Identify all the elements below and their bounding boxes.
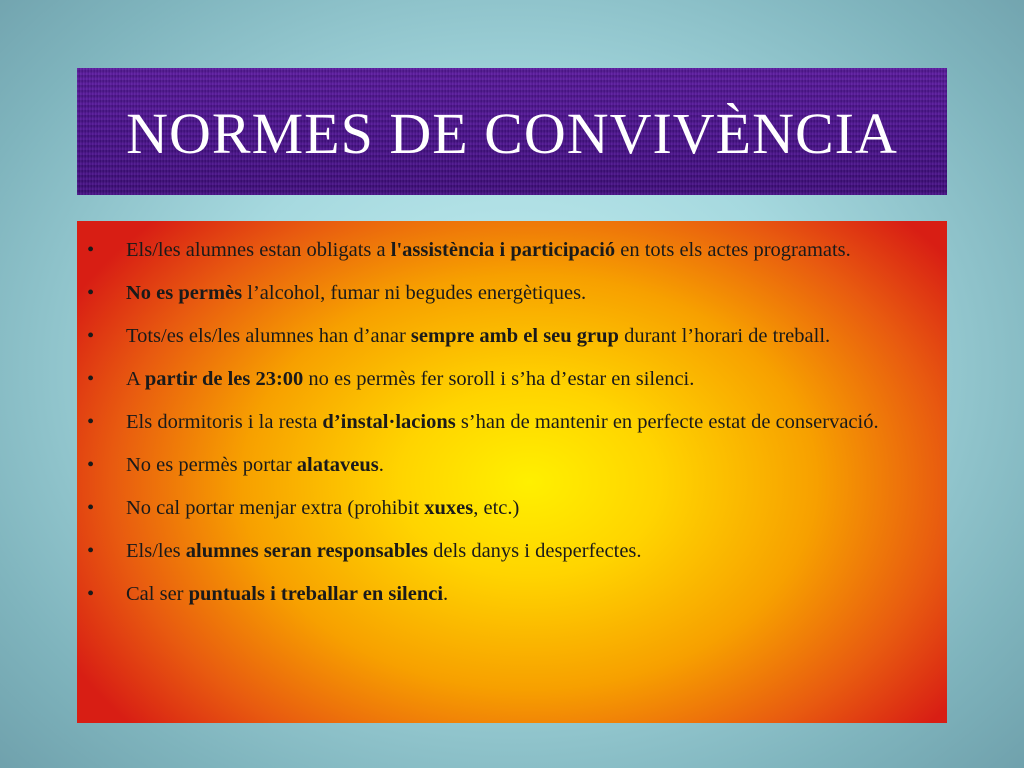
rule-text: no es permès fer soroll i s’ha d’estar en silenci. bbox=[303, 368, 695, 390]
title-banner bbox=[77, 68, 947, 195]
rule-text: A bbox=[126, 368, 145, 390]
rule-emphasis: xuxes bbox=[424, 497, 474, 519]
rule-item bbox=[87, 533, 933, 570]
bullet-icon: • bbox=[87, 368, 95, 390]
rule-emphasis: d’instal·lacions bbox=[322, 411, 456, 433]
rule-item bbox=[87, 275, 933, 312]
bullet-icon: • bbox=[87, 540, 95, 562]
rule-text: . bbox=[443, 583, 449, 605]
bullet-icon: • bbox=[87, 282, 95, 304]
rule-item bbox=[87, 318, 933, 355]
rule-text: Els dormitoris i la resta bbox=[126, 411, 323, 433]
rule-text: l’alcohol, fumar ni begudes energètiques. bbox=[242, 282, 587, 304]
rule-text: Els/les alumnes estan obligats a bbox=[126, 239, 391, 261]
rule-emphasis: partir de les 23:00 bbox=[144, 368, 304, 390]
rule-item bbox=[87, 361, 933, 398]
rule-emphasis: No es permès bbox=[126, 282, 243, 304]
bullet-icon: • bbox=[87, 411, 95, 433]
rule-text: , etc.) bbox=[473, 497, 520, 519]
rule-emphasis: alumnes seran responsables bbox=[185, 540, 429, 562]
rule-text: Tots/es els/les alumnes han d’anar bbox=[126, 325, 411, 347]
rule-text: Cal ser bbox=[126, 583, 189, 605]
bullet-icon: • bbox=[87, 497, 95, 519]
rule-emphasis: l'assistència i participació bbox=[390, 239, 616, 261]
rule-item bbox=[87, 232, 933, 269]
rules-panel bbox=[77, 221, 947, 723]
rule-text: No cal portar menjar extra (prohibit bbox=[126, 497, 425, 519]
rule-item bbox=[87, 447, 933, 484]
rule-text: . bbox=[378, 454, 384, 476]
rules-list bbox=[87, 232, 933, 613]
rule-text: No es permès portar bbox=[126, 454, 297, 476]
rule-text: dels danys i desperfectes. bbox=[428, 540, 642, 562]
bullet-icon: • bbox=[87, 583, 95, 605]
bullet-icon: • bbox=[87, 454, 95, 476]
rule-emphasis: sempre amb el seu grup bbox=[410, 325, 619, 347]
bullet-icon: • bbox=[87, 239, 95, 261]
bullet-icon: • bbox=[87, 325, 95, 347]
rule-text: s’han de mantenir en perfecte estat de conservació. bbox=[455, 411, 879, 433]
rule-text: durant l’horari de treball. bbox=[618, 325, 831, 347]
rule-emphasis: alataveus bbox=[296, 454, 379, 476]
rule-item bbox=[87, 490, 933, 527]
rule-text: en tots els actes programats. bbox=[615, 239, 851, 261]
slide-title: NORMES DE CONVIVÈNCIA bbox=[126, 101, 898, 166]
rule-emphasis: puntuals i treballar en silenci bbox=[188, 583, 444, 605]
rule-text: Els/les bbox=[126, 540, 186, 562]
rule-item bbox=[87, 576, 933, 613]
rule-item bbox=[87, 404, 933, 441]
